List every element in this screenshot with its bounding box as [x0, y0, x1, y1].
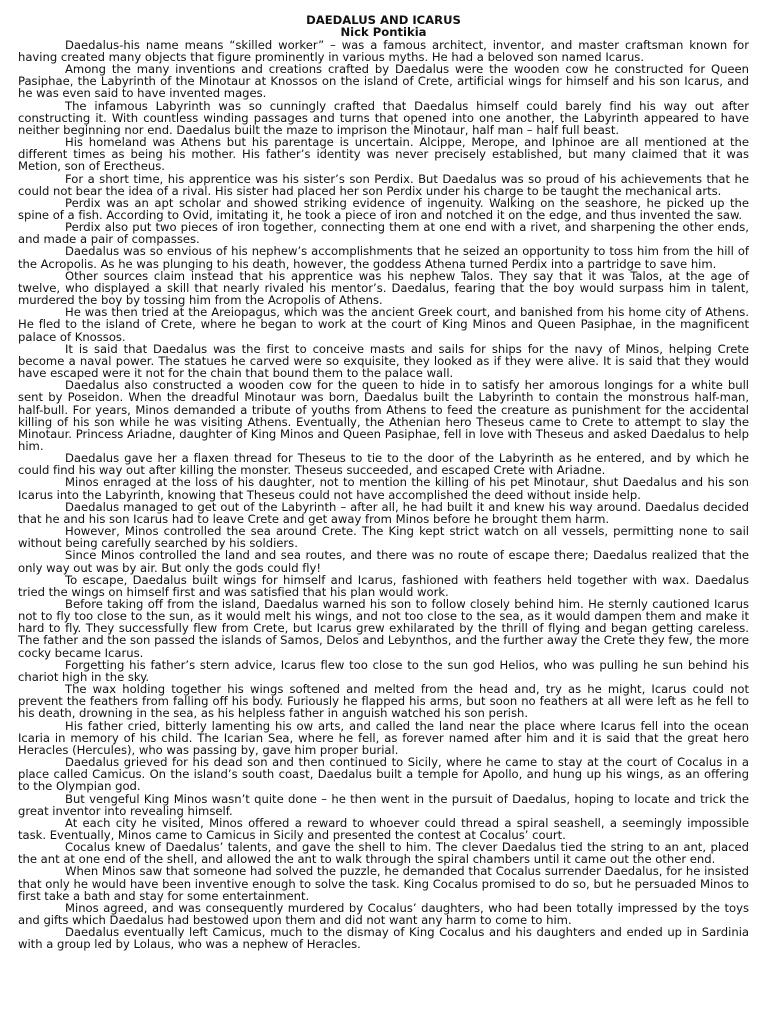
body-paragraph: The infamous Labyrinth was so cunningly crafted that Daedalus himself could barely find his way out after constructing it. With countless winding passages and turns that opened into one another, the Labyrinth appeared to have neither beginning nor end. Daedalus built the maze to imprison the Minotaur, half man – half full beast.: [18, 98, 749, 137]
body-paragraph: When Minos saw that someone had solved the puzzle, he demanded that Cocalus surrender Daedalus, for he insisted that only he would have been inventive enough to solve the task. King Cocalus promised to do so, but he persuaded Minos to first take a bath and stay for some entertainment.: [18, 864, 749, 903]
body-paragraph: Before taking off from the island, Daedalus warned his son to follow closely behind him. He sternly cautioned Icarus not to fly too close to the sun, as it would melt his wings, and not too close to the sea, as it would dampen them and make it hard to fly. They successfully flew from Crete, but Icarus grew exhilarated by the thrill of flying and began getting careless. The father and the son passed the islands of Samos, Delos and Lebynthos, and the further away the Crete they few, the more cocky became Icarus.: [18, 597, 749, 660]
body-paragraph: For a short time, his apprentice was his sister’s son Perdix. But Daedalus was so proud of his achievements that he could not bear the idea of a rival. His sister had placed her son Perdix under his charge to be taught the mechanical arts.: [18, 171, 749, 198]
body-paragraph: Perdix was an apt scholar and showed striking evidence of ingenuity. Walking on the seashore, he picked up the spine of a fish. According to Ovid, imitating it, he took a piece of iron and notched it on the edge, and thus invented the saw.: [18, 195, 749, 222]
body-paragraph: Daedalus grieved for his dead son and then continued to Sicily, where he came to stay at the court of Cocalus in a place called Camicus. On the island’s south coast, Daedalus built a temple for Apollo, and hung up his wings, as an offering to the Olympian god.: [18, 755, 749, 794]
body-paragraph: It is said that Daedalus was the first to conceive masts and sails for ships for the navy of Minos, helping Crete become a naval power. The statues he carved were so exquisite, they looked as if they were alive. It is said that they would have escaped were it not for the chain that bound them to the palace wall.: [18, 341, 749, 381]
body-paragraph: However, Minos controlled the sea around Crete. The King kept strict watch on all vessels, permitting none to sail without being carefully searched by his soldiers.: [18, 524, 749, 551]
document-author: Nick Pontikia: [340, 25, 427, 40]
body-paragraph: At each city he visited, Minos offered a reward to whoever could thread a spiral seashell, a seemingly impossible task. Eventually, Minos came to Camicus in Sicily and presented the contest at Cocalus’ court.: [18, 815, 749, 842]
body-paragraph: Daedalus also constructed a wooden cow for the queen to hide in to satisfy her amorous longings for a white bull sent by Poseidon. When the dreadful Minotaur was born, Daedalus built the Labyrinth to contain the monstrous half-man, half-bull. For years, Minos demanded a tribute of youths from Athens to feed the creature as punishment for the accidental killing of his son while he was visiting Athens. Eventually, the Athenian hero Theseus came to Crete to attempt to slay the Minotaur. Princess Ariadne, daughter of King Minos and Queen Pasiphae, fell in love with Theseus and asked Daedalus to help him.: [18, 378, 749, 453]
body-paragraph: Minos agreed, and was consequently murdered by Cocalus’ daughters, who had been totally impressed by the toys and gifts which Daedalus had bestowed upon them and did not want any harm to come to him.: [18, 900, 749, 928]
body-paragraph: Cocalus knew of Daedalus’ talents, and gave the shell to him. The clever Daedalus tied the string to an ant, placed the ant at one end of the shell, and allowed the ant to walk through the spiral chambers until it came out the other end.: [18, 840, 749, 867]
body-paragraph: Daedalus managed to get out of the Labyrinth – after all, he had built it and knew his way around. Daedalus decided that he and his son Icarus had to leave Crete and get away from Minos before he brought them harm.: [18, 499, 749, 526]
body-paragraph: Perdix also put two pieces of iron together, connecting them at one end with a rivet, and sharpening the other ends, and made a pair of compasses.: [18, 220, 749, 247]
body-paragraph: Daedalus gave her a flaxen thread for Theseus to tie to the door of the Labyrinth as he entered, and by which he could find his way out after killing the monster. Theseus succeeded, and escaped Crete with Ariadne.: [18, 451, 749, 478]
body-paragraph: He was then tried at the Areiopagus, which was the ancient Greek court, and banished from his home city of Athens. He fled to the island of Crete, where he began to work at the court of King Minos and Queen Pasiphae, in the magnificent palace of Knossos.: [18, 305, 749, 344]
body-paragraph: Among the many inventions and creations crafted by Daedalus were the wooden cow he constructed for Queen Pasiphae, the Labyrinth of the Minotaur at Knossos on the island of Crete, artificial wings for himself and his son Icarus, and he was even said to have invented mages.: [18, 62, 749, 101]
body-paragraph: Daedalus-his name means “skilled worker” – was a famous architect, inventor, and master craftsman known for having created many objects that figure prominently in various myths. He had a beloved son named Icarus.: [18, 37, 749, 64]
body-paragraph: Daedalus eventually left Camicus, much to the dismay of King Cocalus and his daughters and ended up in Sardinia with a group led by Lolaus, who was a nephew of Heracles.: [18, 925, 749, 952]
body-paragraph: Other sources claim instead that his apprentice was his nephew Talos. They say that it was Talos, at the age of twelve, who displayed a skill that nearly rivaled his mentor’s. Daedalus, fearing that the boy would surpass him in talent, murdered the boy by tossing him from the Acropolis of Athens.: [18, 268, 749, 308]
body-paragraph: To escape, Daedalus built wings for himself and Icarus, fashioned with feathers held together with wax. Daedalus tried the wings on himself first and was satisfied that his plan would work.: [18, 572, 749, 599]
body-paragraph: Since Minos controlled the land and sea routes, and there was no route of escape there; Daedalus realized that the only way out was by air. But only the gods could fly!: [18, 548, 749, 575]
document-page: [18, 14, 749, 951]
body-paragraph: His homeland was Athens but his parentage is uncertain. Alcippe, Merope, and Iphinoe are all mentioned at the different times as being his mother. His father’s identity was never precisely established, but many claimed that it was Metion, son of Erectheus.: [18, 135, 749, 174]
document-body: [18, 39, 749, 951]
body-paragraph: Daedalus was so envious of his nephew’s accomplishments that he seized an opportunity to toss him from the hill of the Acropolis. As he was plunging to his death, however, the goddess Athena turned Perdix into a partridge to save him.: [18, 244, 749, 271]
body-paragraph: But vengeful King Minos wasn’t quite done – he then went in the pursuit of Daedalus, hoping to locate and trick the great inventor into revealing himself.: [18, 791, 749, 818]
body-paragraph: His father cried, bitterly lamenting his ow arts, and called the land near the place where Icarus fell into the ocean Icaria in memory of his child. The Icarian Sea, where he fell, as forever named after him and it is said that the great hero Heracles (Hercules), who was passing by, gave him proper burial.: [18, 718, 749, 757]
body-paragraph: Minos enraged at the loss of his daughter, not to mention the killing of his pet Minotaur, shut Daedalus and his son Icarus into the Labyrinth, knowing that Theseus could not have accomplished the deed without inside help.: [18, 475, 749, 502]
document-title: DAEDALUS AND ICARUS: [306, 13, 461, 27]
body-paragraph: Forgetting his father’s stern advice, Icarus flew too close to the sun god Helios, who was pulling he sun behind his chariot high in the sky.: [18, 657, 749, 684]
body-paragraph: The wax holding together his wings softened and melted from the head and, try as he might, Icarus could not prevent the feathers from falling off his body. Furiously he flapped his arms, but soon no feathers at all were left as he fell to his death, drowning in the sea, as his helpless father in anguish watched his son perish.: [18, 682, 749, 721]
